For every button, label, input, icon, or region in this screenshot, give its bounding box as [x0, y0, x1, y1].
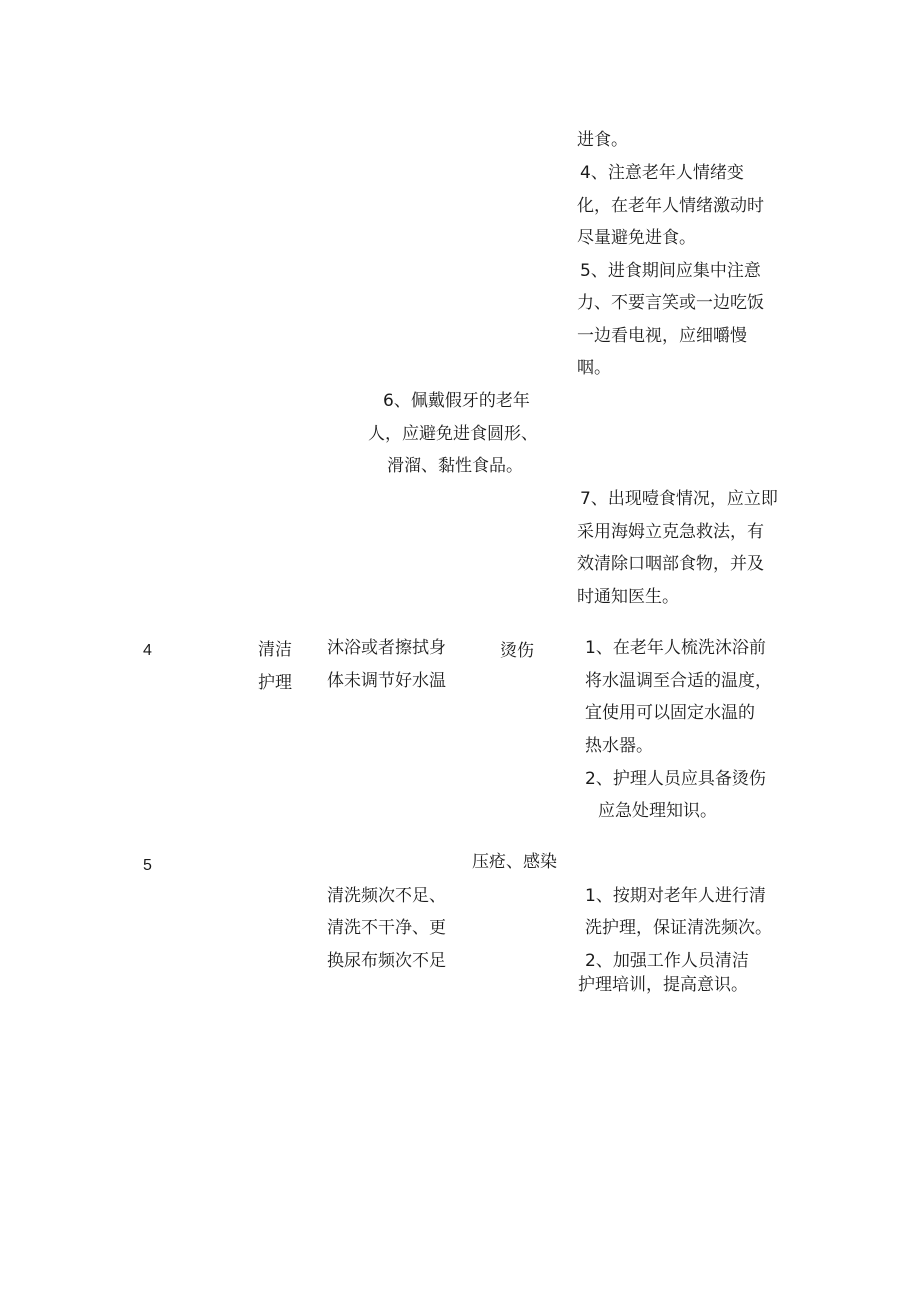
cause-text: 清洗不干净、更 — [327, 918, 446, 938]
measure-text: 1、按期对老年人进行清 — [585, 886, 766, 906]
measure-text: 7、出现噎食情况，应立即 — [580, 489, 778, 509]
measure-text: 尽量避免进食。 — [577, 228, 696, 248]
measure-text: 咽。 — [577, 358, 611, 378]
measure-text: 护理培训，提高意识。 — [578, 975, 748, 995]
row-number: 5 — [143, 857, 152, 874]
measure-text: 力、不要言笑或一边吃饭 — [577, 293, 764, 313]
measure-text: 将水温调至合适的温度， — [585, 671, 772, 691]
measure-text: 1、在老年人梳洗沐浴前 — [585, 638, 766, 658]
category-text: 护理 — [258, 673, 292, 693]
measure-text: 6、佩戴假牙的老年 — [383, 391, 530, 411]
measure-text: 宜使用可以固定水温的 — [585, 703, 755, 723]
measure-text: 洗护理，保证清洗频次。 — [585, 918, 772, 938]
measure-text: 5、进食期间应集中注意 — [580, 261, 761, 281]
risk-text: 压疮、感染 — [472, 852, 557, 872]
measure-text: 应急处理知识。 — [598, 801, 717, 821]
measure-text: 2、加强工作人员清洁 — [585, 951, 749, 971]
measure-text: 4、注意老年人情绪变 — [580, 163, 744, 183]
measure-text: 一边看电视，应细嚼慢 — [577, 326, 747, 346]
measure-text: 进食。 — [577, 130, 628, 150]
measure-text: 采用海姆立克急救法，有 — [577, 522, 764, 542]
category-text: 清洁 — [258, 640, 292, 660]
row-number: 4 — [143, 642, 152, 659]
cause-text: 清洗频次不足、 — [327, 886, 446, 906]
measure-text: 2、护理人员应具备烫伤 — [585, 769, 766, 789]
measure-text: 化，在老年人情绪激动时 — [577, 196, 764, 216]
risk-text: 烫伤 — [500, 641, 534, 661]
measure-text: 时通知医生。 — [577, 587, 679, 607]
cause-text: 沐浴或者擦拭身 — [327, 638, 446, 658]
measure-text: 滑溜、黏性食品。 — [387, 456, 523, 476]
measure-text: 热水器。 — [585, 736, 653, 756]
measure-text: 效清除口咽部食物，并及 — [577, 554, 764, 574]
measure-text: 人，应避免进食圆形、 — [368, 424, 538, 444]
cause-text: 体未调节好水温 — [327, 671, 446, 691]
cause-text: 换尿布频次不足 — [327, 951, 446, 971]
